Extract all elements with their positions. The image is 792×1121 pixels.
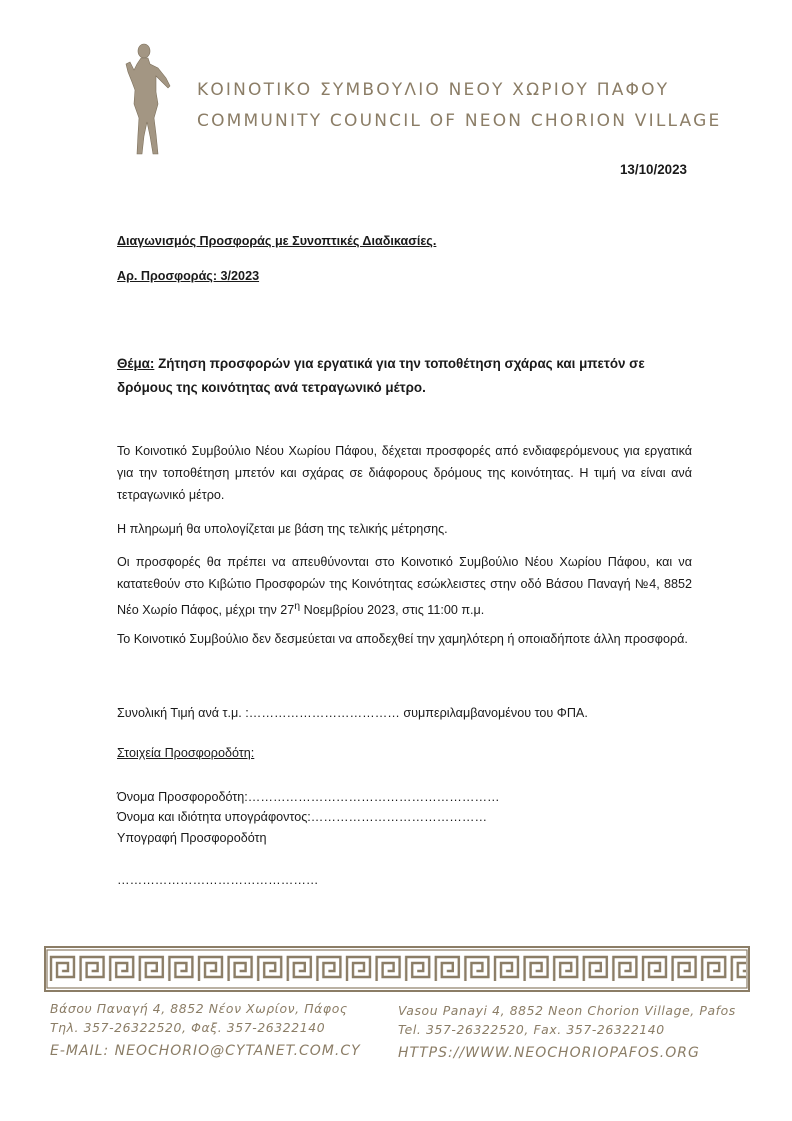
footer-phones-greek: Τηλ. 357-26322520, Φαξ. 357-26322140 [50, 1020, 326, 1035]
footer-address-greek: Βάσου Παναγή 4, 8852 Νέον Χωρίον, Πάφος [50, 1001, 348, 1016]
footer-website: HTTPS://WWW.NEOCHORIOPAFOS.ORG [398, 1045, 700, 1061]
subject-label: Θέμα: [117, 356, 155, 371]
total-price-field: Συνολική Τιμή ανά τ.μ. :……………………………… συμπεριλαμβανομένου του ΦΠΑ. [117, 706, 588, 720]
ordinal-superscript: η [294, 600, 301, 612]
statue-figure-icon [120, 42, 176, 158]
competition-title: Διαγωνισμός Προσφοράς με Συνοπτικές Διαδικασίες. [117, 234, 437, 248]
bidder-name-field: Όνομα Προσφοροδότη:…………………………………………………… [117, 790, 500, 804]
body-paragraph: Το Κοινοτικό Συμβούλιο Νέου Χωρίου Πάφου, δέχεται προσφορές από ενδιαφερόμενους για εργατικά για την τοποθέτηση μπετόν και σχάρας σε διάφορους δρόμους της κοινότητας. Η τιμή να είναι ανά τετραγωνικό μέτρο. [117, 444, 692, 502]
body-paragraph: Το Κοινοτικό Συμβούλιο δεν δεσμεύεται να αποδεχθεί την χαμηλότερη ή οποιαδήποτε άλλη προσφορά. [117, 632, 688, 646]
footer-phones-english: Tel. 357-26322520, Fax. 357-26322140 [398, 1022, 665, 1037]
offer-number: Αρ. Προσφοράς: 3/2023 [117, 269, 260, 283]
signature-label: Υπογραφή Προσφοροδότη [117, 831, 267, 845]
signature-line: ………………………………………… [117, 873, 319, 887]
bidder-details-title: Στοιχεία Προσφοροδότη: [117, 746, 255, 760]
signatory-field: Όνομα και ιδιότητα υπογράφοντος:…………………………………… [117, 810, 488, 824]
letterhead-title-english: COMMUNITY COUNCIL OF NEON CHORION VILLAGE [197, 111, 722, 131]
subject-text: Ζήτηση προσφορών για εργατικά για την τοποθέτηση σχάρας και μπετόν σε δρόμους της κοινότητας ανά τετραγωνικό μέτρο. [117, 356, 645, 395]
subject-paragraph [117, 352, 687, 400]
body-text: Οι προσφορές θα πρέπει να απευθύνονται στο Κοινοτικό Συμβούλιο Νέου Χωρίου Πάφου, και να κατατεθούν στο Κιβώτιο Προσφορών της Κοινότητας εσώκλειστες στην οδό Βάσου Παναγή №4, 8852 Νέο Χωρίο Πάφος, μέχρι την 27 [117, 555, 692, 618]
document-date: 13/10/2023 [619, 162, 687, 177]
footer-email: E-MAIL: NEOCHORIO@CYTANET.COM.CY [50, 1043, 361, 1059]
body-paragraph [117, 551, 692, 621]
footer-address-english: Vasou Panayi 4, 8852 Neon Chorion Village, Pafos [398, 1003, 736, 1018]
body-paragraph: Η πληρωμή θα υπολογίζεται με βάση της τελικής μέτρησης. [117, 522, 448, 536]
greek-meander-border-icon [44, 946, 750, 992]
body-text: Νοεμβρίου 2023, στις 11:00 π.μ. [300, 603, 485, 618]
letterhead-title-greek: ΚΟΙΝΟΤΙΚΟ ΣΥΜΒΟΥΛΙΟ ΝΕΟΥ ΧΩΡΙΟΥ ΠΑΦΟΥ [197, 80, 670, 100]
